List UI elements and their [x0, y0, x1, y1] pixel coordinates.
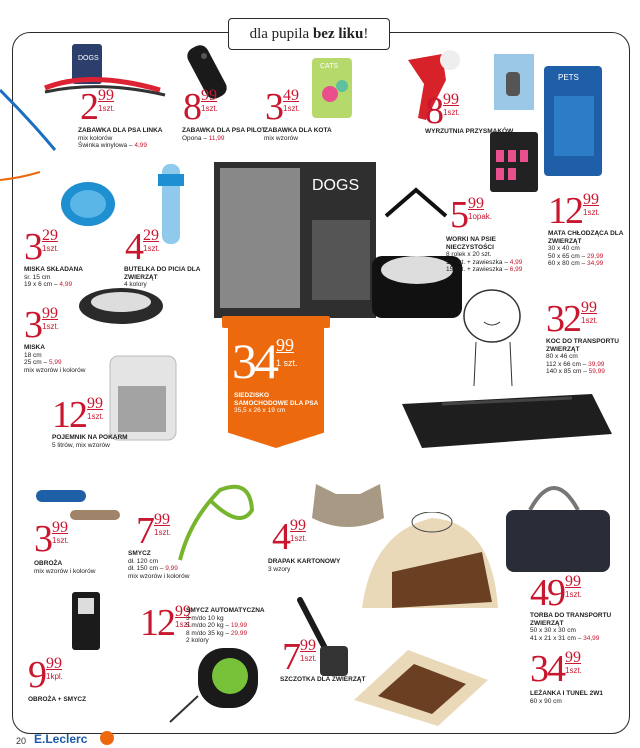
price-zabawka-pilot: 8 99 1szt. [183, 86, 218, 128]
label-koc: KOC DO TRANSPORTU ZWIERZĄT 80 x 46 cm 112 x 66 cm – 39,99 140 x 85 cm – 59,99 [546, 338, 619, 375]
price-worki: 5 99 1opak. [450, 194, 493, 236]
svg-text:DOGS: DOGS [312, 177, 360, 194]
header-banner: dla pupila bez liku! [228, 18, 390, 50]
price-zabawka-linka: 2 99 1szt. [80, 86, 115, 128]
collar-leash-set-image [66, 590, 106, 652]
label-obroza-smycz: OBROŻA + SMYCZ [28, 696, 87, 703]
cat-toy-image [308, 56, 368, 126]
label-butelka: BUTELKA DO PICIA DLA ZWIERZĄT 4 kolory [124, 266, 201, 288]
label-wyrzutnia: WYRZUTNIA PRZYSMAKÓW [425, 128, 514, 135]
label-torba: TORBA DO TRANSPORTU ZWIERZĄT 50 x 30 x 30 cm 41 x 21 x 31 cm – 34,99 [530, 612, 612, 642]
featured-price: 34 99 1 szt. [232, 333, 298, 389]
svg-text:DOGS: DOGS [78, 55, 99, 62]
bowl-image [76, 284, 166, 328]
bed-tunnel-image [352, 512, 502, 612]
price-torba: 49 99 1szt. [530, 572, 582, 614]
foldable-bowl-image [58, 170, 116, 230]
label-smycz: SMYCZ dł. 120 cm dł. 150 cm – 9,99 mix wzorów i kolorów [128, 550, 190, 580]
label-zabawka-linka: ZABAWKA DLA PSA LINKA mix kolorów Świnka winylowa – 4,99 [78, 127, 163, 149]
label-obroza: OBROŻA mix wzorów i kolorów [34, 560, 96, 575]
price-pojemnik: 12 99 1szt. [52, 394, 104, 436]
label-worki: WORKI NA PSIE NIECZYSTOŚCI 8 rolek x 20 szt. 12 szt. + zawieszka – 4,99 15 szt. + zawieszka – 6,99 [446, 236, 523, 273]
label-miska-skladana: MISKA SKŁADANA śr. 15 cm 19 x 6 cm – 4,99 [24, 266, 83, 288]
price-koc: 32 99 1szt. [546, 298, 598, 340]
price-obroza-smycz: 9 99 1kpl. [28, 654, 63, 696]
cooling-mat-image [540, 60, 606, 180]
dog-doodle-image [458, 282, 528, 392]
mat-bed-image [348, 640, 494, 728]
svg-text:PETS: PETS [558, 73, 579, 82]
price-obroza: 3 99 1szt. [34, 518, 69, 560]
price-drapak: 4 99 1szt. [272, 516, 307, 558]
hand-thumbnail-image [492, 52, 536, 112]
brand-logo: E.Leclerc [34, 732, 88, 746]
label-zabawka-pilot: ZABAWKA DLA PSA PILOT Opona – 11,99 [182, 127, 266, 142]
price-wyrzutnia: 8 99 1szt. [425, 90, 460, 132]
retractable-leash-image [168, 636, 268, 726]
poop-bags-image [488, 130, 540, 194]
price-zabawka-kota: 3 49 1szt. [265, 86, 300, 128]
car-seat-box-image [212, 160, 378, 320]
label-mata: MATA CHŁODZĄCA DLA ZWIERZĄT 30 x 40 cm 50 x 65 cm – 29,99 60 x 80 cm – 34,99 [548, 230, 624, 267]
carrier-bag-image [500, 470, 614, 574]
featured-label: SIEDZISKO SAMOCHODOWE DLA PSA 35,5 x 26 x 19 cm [234, 392, 319, 414]
label-zabawka-kota: ZABAWKA DLA KOTA mix wzorów [264, 127, 332, 142]
price-smycz-auto: 12 99 1szt. [140, 602, 192, 644]
svg-text:CATS: CATS [320, 63, 339, 70]
label-miska: MISKA 18 cm 25 cm – 5,99 mix wzorów i kolorów [24, 344, 86, 374]
page-number: 20 [16, 736, 27, 746]
transport-blanket-image [392, 384, 624, 454]
label-szczotka: SZCZOTKA DLA ZWIERZĄT [280, 676, 366, 683]
label-smycz-auto: SMYCZ AUTOMATYCZNA 3 m/do 10 kg 5 m/do 20 kg – 19,99 8 m/do 35 kg – 29,99 2 kolory [186, 607, 265, 644]
label-lezanka: LEŻANKA I TUNEL 2W1 60 x 90 cm [530, 690, 603, 705]
price-szczotka: 7 99 1szt. [282, 636, 317, 678]
price-miska-skladana: 3 29 1szt. [24, 226, 59, 268]
price-miska: 3 99 1szt. [24, 304, 59, 346]
price-lezanka: 34 99 1szt. [530, 648, 582, 690]
price-mata: 12 99 1szt. [548, 190, 600, 232]
price-smycz: 7 99 1szt. [136, 510, 171, 552]
brand-logo-icon [100, 731, 114, 745]
label-drapak: DRAPAK KARTONOWY 3 wzory [268, 558, 341, 573]
price-butelka: 4 29 1szt. [125, 226, 160, 268]
label-pojemnik: POJEMNIK NA POKARM 5 litrów, mix wzorów [52, 434, 128, 449]
